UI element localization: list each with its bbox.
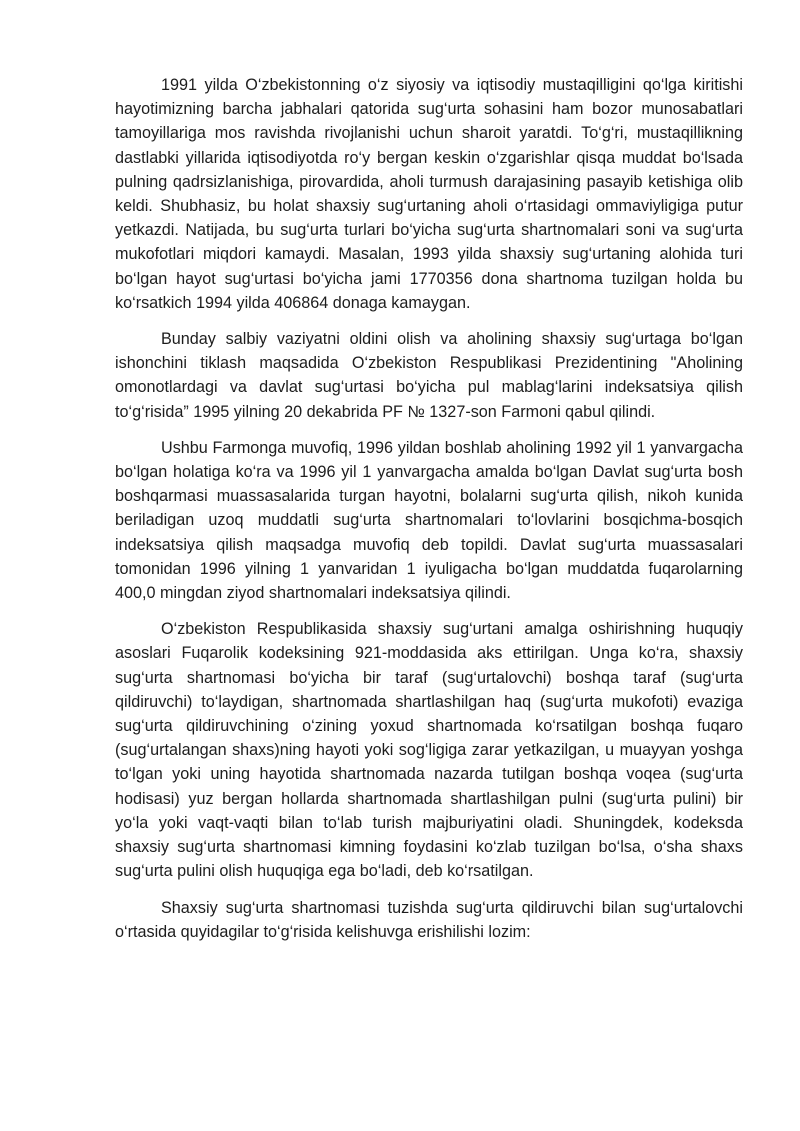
paragraph-1: 1991 yilda O‘zbekistonning o‘z siyosiy va iqtisodiy mustaqilligini qo‘lga kiritishi hayotimizning barcha jabhalari qatorida sug‘urta sohasini ham bozor munosabatlari tamoyillariga mos ravishda rivojlanishi uchun sharoit yaratdi. To‘g‘ri, mustaqillikning dastlabki yillarida iqtisodiyotda ro‘y bergan keskin o‘zgarishlar qisqa muddat bo‘lsada pulning qadrsizlanishiga, pirovardida, aholi turmush darajasining pasayib ketishiga olib keldi. Shubhasiz, bu holat shaxsiy sug‘urtaning aholi o‘rtasidagi ommaviyligiga putur yetkazdi. Natijada, bu sug‘urta turlari bo‘yicha sug‘urta shartnomalari soni va sug‘urta mukofotlari miqdori kamaydi. Masalan, 1993 yilda shaxsiy sug‘urtaning alohida turi bo‘lgan hayot sug‘urtasi bo‘yicha jami 1770356 dona shartnoma tuzilgan holda bu ko‘rsatkich 1994 yilda 406864 donaga kamaygan. [115, 76, 743, 312]
paragraph-3: Ushbu Farmonga muvofiq, 1996 yildan boshlab aholining 1992 yil 1 yanvargacha bo‘lgan holatiga ko‘ra va 1996 yil 1 yanvargacha amalda bo‘lgan Davlat sug‘urta bosh boshqarmasi muassasalarida turgan hayotni, bolalarni sug‘urta qilish, nikoh kunida beriladigan uzoq muddatli sug‘urta shartnomalari to‘lovlarini bosqichma-bosqich indeksatsiya qilish maqsadga muvofiq deb topildi. Davlat sug‘urta muassasalari tomonidan 1996 yilning 1 yanvaridan 1 iyuligacha bo‘lgan muddatda fuqarolarning 400,0 mingdan ziyod shartnomalari indeksatsiya qilindi. [115, 438, 743, 603]
paragraph-4: O‘zbekiston Respublikasida shaxsiy sug‘urtani amalga oshirishning huquqiy asoslari Fuqarolik kodeksining 921-moddasida aks ettirilgan. Unga ko‘ra, shaxsiy sug‘urta shartnomasi bo‘yicha bir taraf (sug‘urtalovchi) boshqa taraf (sug‘urta qildiruvchi) to‘laydigan, shartnomada shartlashilgan haq (sug‘urta mukofoti) evaziga sug‘urta qildiruvchining o‘zining yoxud shartnomada ko‘rsatilgan boshqa fuqaro (sug‘urtalangan shaxs)ning hayoti yoki sog‘ligiga zarar yetkazilgan, u muayyan yoshga to‘lgan yoki uning hayotida shartnomada nazarda tutilgan boshqa voqea (sug‘urta hodisasi) yuz bergan hollarda shartnomada shartlashilgan pulni (sug‘urta pulini) bir yo‘la yoki vaqt-vaqti bilan to‘lab turish majburiyatini oladi. Shuningdek, kodeksda shaxsiy sug‘urta shartnomasi kimning foydasini ko‘zlab tuzilgan bo‘lsa, o‘sha shaxs sug‘urta pulini olish huquqiga ega bo‘ladi, deb ko‘rsatilgan. [115, 620, 743, 881]
document-page [115, 73, 743, 956]
paragraph-5: Shaxsiy sug‘urta shartnomasi tuzishda sug‘urta qildiruvchi bilan sug‘urtalovchi o‘rtasida quyidagilar to‘g‘risida kelishuvga erishilishi lozim: [115, 898, 743, 941]
paragraph-2: Bunday salbiy vaziyatni oldini olish va aholining shaxsiy sug‘urtaga bo‘lgan ishonchini tiklash maqsadida O‘zbekiston Respublikasi Prezidentining "Aholining omonotlardagi va davlat sug‘urtasi bo‘yicha pul mablag‘larini indeksatsiya qilish to‘g‘risida” 1995 yilning 20 dekabrida PF № 1327-son Farmoni qabul qilindi. [115, 330, 743, 421]
